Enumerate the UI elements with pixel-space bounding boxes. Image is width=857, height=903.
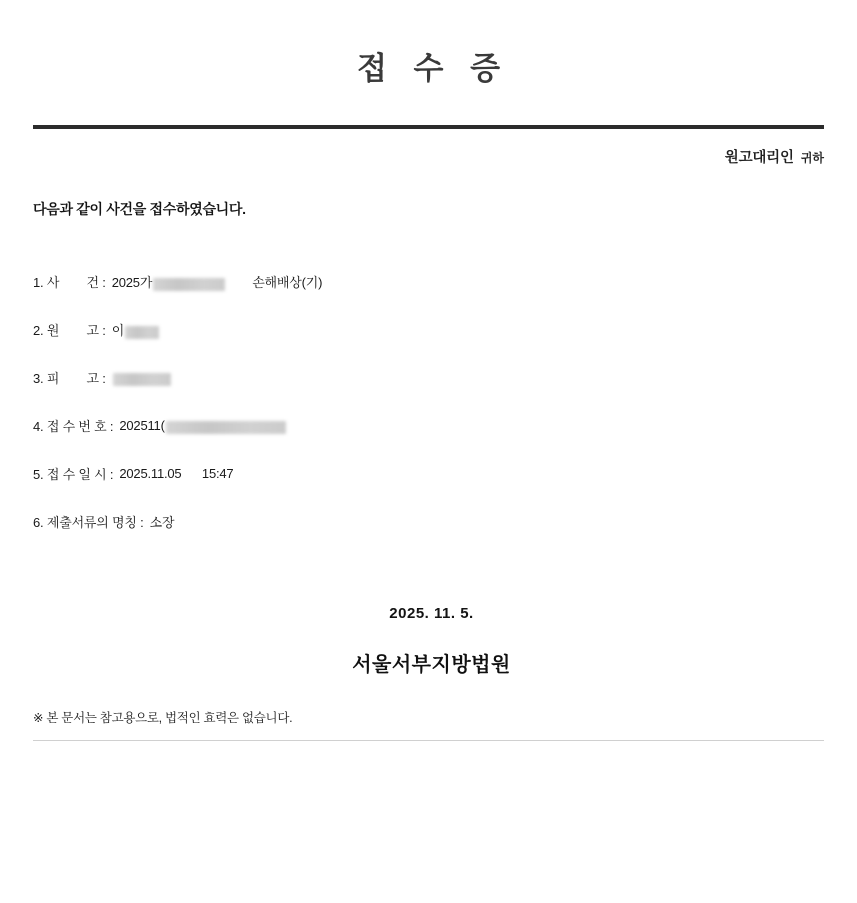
field-row — [33, 365, 824, 389]
case-type-label: 손해배상(기) — [252, 274, 323, 290]
addressee — [33, 146, 824, 167]
bottom-divider — [33, 740, 824, 741]
plaintiff-name-prefix: 이 — [111, 322, 125, 338]
field-value-receipt-number — [119, 418, 286, 433]
redaction-block — [153, 278, 225, 291]
field-label-document-name: 6. 제출서류의 명칭 : — [33, 514, 144, 530]
document-title: 접 수 증 — [356, 51, 510, 86]
field-value-document-name: 소장 — [149, 514, 175, 530]
field-row — [33, 317, 824, 341]
field-row — [33, 413, 824, 437]
intro-text: 다음과 같이 사건을 접수하였습니다. — [33, 201, 246, 218]
signature-date: 2025. 11. 5. — [389, 605, 474, 623]
field-value-defendant — [112, 370, 172, 385]
field-label-case: 1. 사 건 : — [33, 274, 106, 290]
field-row — [33, 509, 824, 533]
field-row — [33, 461, 824, 485]
field-list — [33, 269, 824, 533]
addressee-suffix: 귀하 — [800, 151, 824, 166]
field-label-receipt-datetime: 5. 접 수 일 시 : — [33, 466, 114, 482]
field-label-receipt-number: 4. 접 수 번 호 : — [33, 418, 114, 434]
field-label-plaintiff: 2. 원 고 : — [33, 322, 106, 338]
field-label-defendant: 3. 피 고 : — [33, 370, 106, 386]
field-row — [33, 269, 824, 293]
field-value-plaintiff — [112, 320, 160, 339]
redaction-block — [113, 373, 171, 386]
redaction-block — [166, 421, 286, 434]
field-value-receipt-datetime: 2025.11.05 15:47 — [119, 465, 234, 481]
court-name: 서울서부지방법원 — [352, 654, 511, 677]
field-value-case — [112, 272, 323, 291]
title-divider — [33, 125, 824, 129]
addressee-name: 원고대리인 — [724, 150, 794, 167]
receipt-number-prefix: 202511( — [119, 417, 165, 433]
legal-notice: ※ 본 문서는 참고용으로, 법적인 효력은 없습니다. — [33, 711, 293, 726]
case-number-prefix: 2025가 — [111, 274, 153, 290]
redaction-block — [125, 326, 159, 339]
